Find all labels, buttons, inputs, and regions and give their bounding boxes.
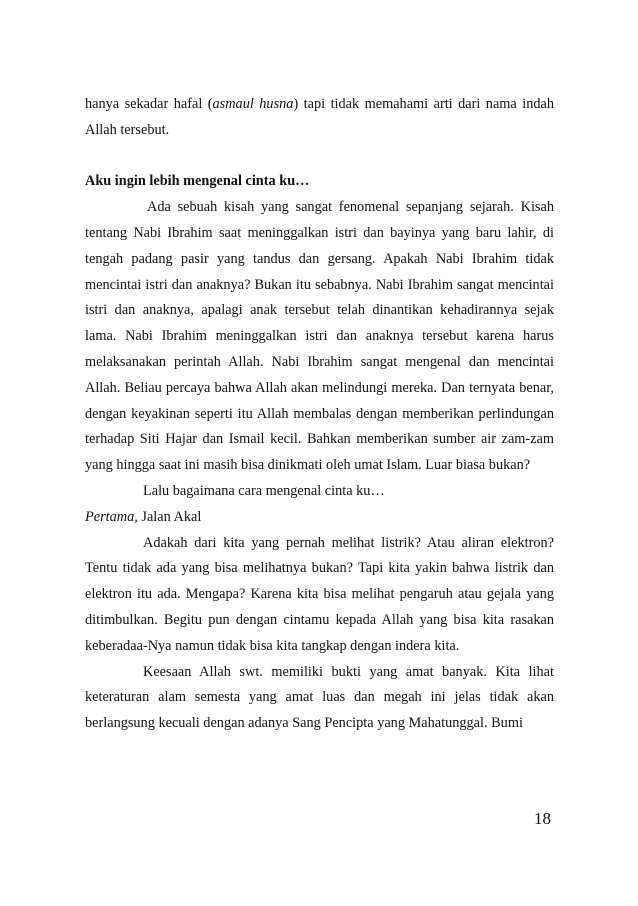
asmaul-husna-term: asmaul husna <box>212 96 294 112</box>
subheading-number: Pertama, <box>85 508 138 525</box>
subheading-jalan-akal <box>85 505 554 531</box>
spacer <box>85 144 554 170</box>
paragraph-intro <box>85 92 554 144</box>
paragraph-intro-text-2: ) tapi tidak memahami arti dari nama indah Allah tersebut. <box>85 96 554 138</box>
paragraph-keesaan: Keesaan Allah swt. memiliki bukti yang amat banyak. Kita lihat keteraturan alam semesta yang amat luas dan megah ini jelas tidak akan berlangsung kecuali dengan adanya Sang Pencipta yang Mahatunggal. Bumi <box>85 663 554 732</box>
subheading-title: Jalan Akal <box>137 508 202 525</box>
body-text <box>85 92 554 737</box>
section-heading: Aku ingin lebih mengenal cinta ku… <box>85 173 310 190</box>
paragraph-question: Lalu bagaimana cara mengenal cinta ku… <box>143 482 385 499</box>
page-number: 18 <box>534 809 551 828</box>
paragraph-ibrahim-story: Ada sebuah kisah yang sangat fenomenal sepanjang sejarah. Kisah tentang Nabi Ibrahim saat meninggalkan istri dan bayinya yang baru lahir, di tengah padang pasir yang tandus dan gersang. Apakah Nabi Ibrahim tidak mencintai istri dan anaknya? Bukan itu sebabnya. Nabi Ibrahim sangat mencintai istri dan anaknya, apalagi anak tersebut telah dinantikan kehadirannya sejak lama. Nabi Ibrahim meninggalkan istri dan anaknya tersebut karena harus melaksanakan perintah Allah. Nabi Ibrahim sangat mengenal dan mencintai Allah. Beliau percaya bahwa Allah akan melindungi mereka. Dan ternyata benar, dengan keyakinan seperti itu Allah membalas dengan memberikan perlindungan terhadap Siti Hajar dan Ismail kecil. Bahkan memberikan sumber air zam-zam yang hingga saat ini masih bisa dinikmati oleh umat Islam. Luar biasa bukan? <box>85 199 554 474</box>
paragraph-listrik: Adakah dari kita yang pernah melihat listrik? Atau aliran elektron? Tentu tidak ada yang bisa melihatnya bukan? Tapi kita yakin bahwa listrik dan elektron itu ada. Mengapa? Karena kita bisa melihat pengaruh atau gejala yang ditimbulkan. Begitu pun dengan cintamu kepada Allah yang bisa kita rasakan keberadaa-Nya namun tidak bisa kita tangkap dengan indera kita. <box>85 534 554 654</box>
paragraph-intro-text-1: hanya sekadar hafal ( <box>85 96 213 112</box>
